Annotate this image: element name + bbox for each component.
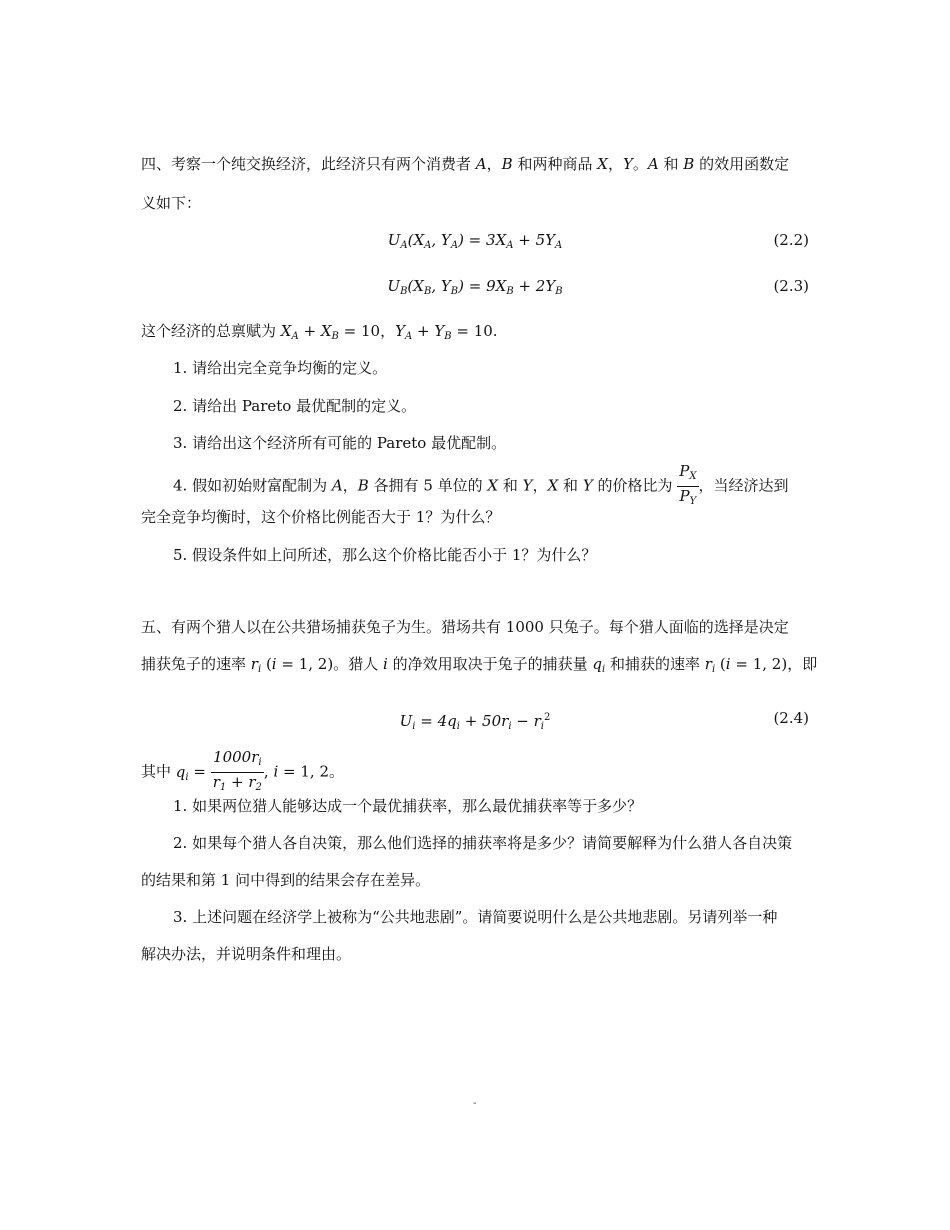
q4-item4-text1: 4. 假如初始财富配制为: [173, 476, 328, 495]
equation-number: (2.3): [773, 277, 809, 295]
q4-item4-text2: 各拥有 5 单位的: [373, 476, 483, 495]
q4-intro-line1: 四、考察一个纯交换经济，此经济只有两个消费者 A，B 和两种商品 X，Y。A 和 B 的效用函数定: [141, 155, 790, 173]
equation-2-4: $U_i = 4q_i + 50r_i - r_i^2$ (2.4): [141, 705, 809, 731]
q5-item-3: 3. 上述问题在经济学上被称为“公共地悲剧”。请简要说明什么是公共地悲剧。另请列举一种: [173, 908, 778, 926]
q5-intro-line2: 捕获兔子的速率 $r_i$ (i = 1, 2)。猎人 i 的净效用取决于兔子的捕获量 $q_i$ 和捕获的速率 $r_i$ (i = 1, 2)，即: [141, 655, 818, 675]
q4-intro-text2: 和两种商品: [517, 155, 593, 173]
q5-intro-text4: 和捕获的速率: [609, 655, 700, 673]
q4-endowment-text: 这个经济的总禀赋为: [141, 322, 277, 340]
equation-number: (2.4): [773, 709, 809, 727]
q5-where: 其中 $q_i$ = $\frac{1000r_i}{r_1 + r_2}$ , i = 1, 2。: [141, 748, 809, 798]
q4-item-2: 2. 请给出 Pareto 最优配制的定义。: [173, 397, 417, 415]
q4-intro-text3: 的效用函数定: [699, 155, 790, 173]
page-footer-mark: -: [473, 1098, 477, 1109]
q4-item4-text4: ，当经济达到: [698, 476, 789, 495]
q5-item-2: 2. 如果每个猎人各自决策，那么他们选择的捕获率将是多少？请简要解释为什么猎人各自决策: [173, 834, 793, 852]
q5-where-text: 其中: [141, 762, 172, 781]
q5-item-2-line2: 的结果和第 1 问中得到的结果会存在差异。: [141, 871, 431, 889]
equation-number: (2.2): [773, 231, 809, 249]
q4-intro-line2: 义如下：: [141, 194, 202, 212]
q5-intro-text5: ，即: [787, 655, 818, 673]
q4-item4-text3: 的价格比为: [597, 476, 673, 495]
q5-item-3-line2: 解决办法，并说明条件和理由。: [141, 945, 352, 963]
q4-endowment: 这个经济的总禀赋为 $X_A + X_B = 10$，$Y_A + Y_B = 10$.: [141, 322, 498, 342]
q5-item-1: 1. 如果两位猎人能够达成一个最优捕获率，那么最优捕获率等于多少？: [173, 797, 643, 815]
q4-item-4-line2: 完全竞争均衡时，这个价格比例能否大于 1？为什么？: [141, 508, 501, 526]
q5-intro-text3: 的净效用取决于兔子的捕获量: [392, 655, 588, 673]
q4-item-3: 3. 请给出这个经济所有可能的 Pareto 最优配制。: [173, 434, 507, 452]
q5-intro-line1: 五、有两个猎人以在公共猎场捕获兔子为生。猎场共有 1000 只兔子。每个猎人面临的选择是决定: [141, 618, 789, 636]
equation-2-3: $U_B(X_B$, $Y_B) = 9X_B + 2Y_B$ (2.3): [141, 273, 809, 299]
q4-item-4: 4. 假如初始财富配制为 A，B 各拥有 5 单位的 X 和 Y，X 和 Y 的价格比为 $\frac{P_X}{P_Y}$ ，当经济达到: [173, 462, 809, 511]
q4-item-5: 5. 假设条件如上问所述，那么这个价格比能否小于 1？为什么？: [173, 546, 597, 564]
equation-2-2: $U_A(X_A$, $Y_A) = 3X_A + 5Y_A$ (2.2): [141, 227, 809, 253]
q4-item-1: 1. 请给出完全竞争均衡的定义。: [173, 359, 388, 377]
q5-intro-text2: 。猎人: [333, 655, 379, 673]
q4-intro-text1: 四、考察一个纯交换经济，此经济只有两个消费者: [141, 155, 472, 173]
qi-fraction: $\frac{1000r_i}{r_1 + r_2}$: [212, 748, 262, 793]
price-ratio-fraction: $\frac{P_X}{P_Y}$: [679, 462, 697, 507]
q5-intro-text1: 捕获兔子的速率: [141, 655, 247, 673]
